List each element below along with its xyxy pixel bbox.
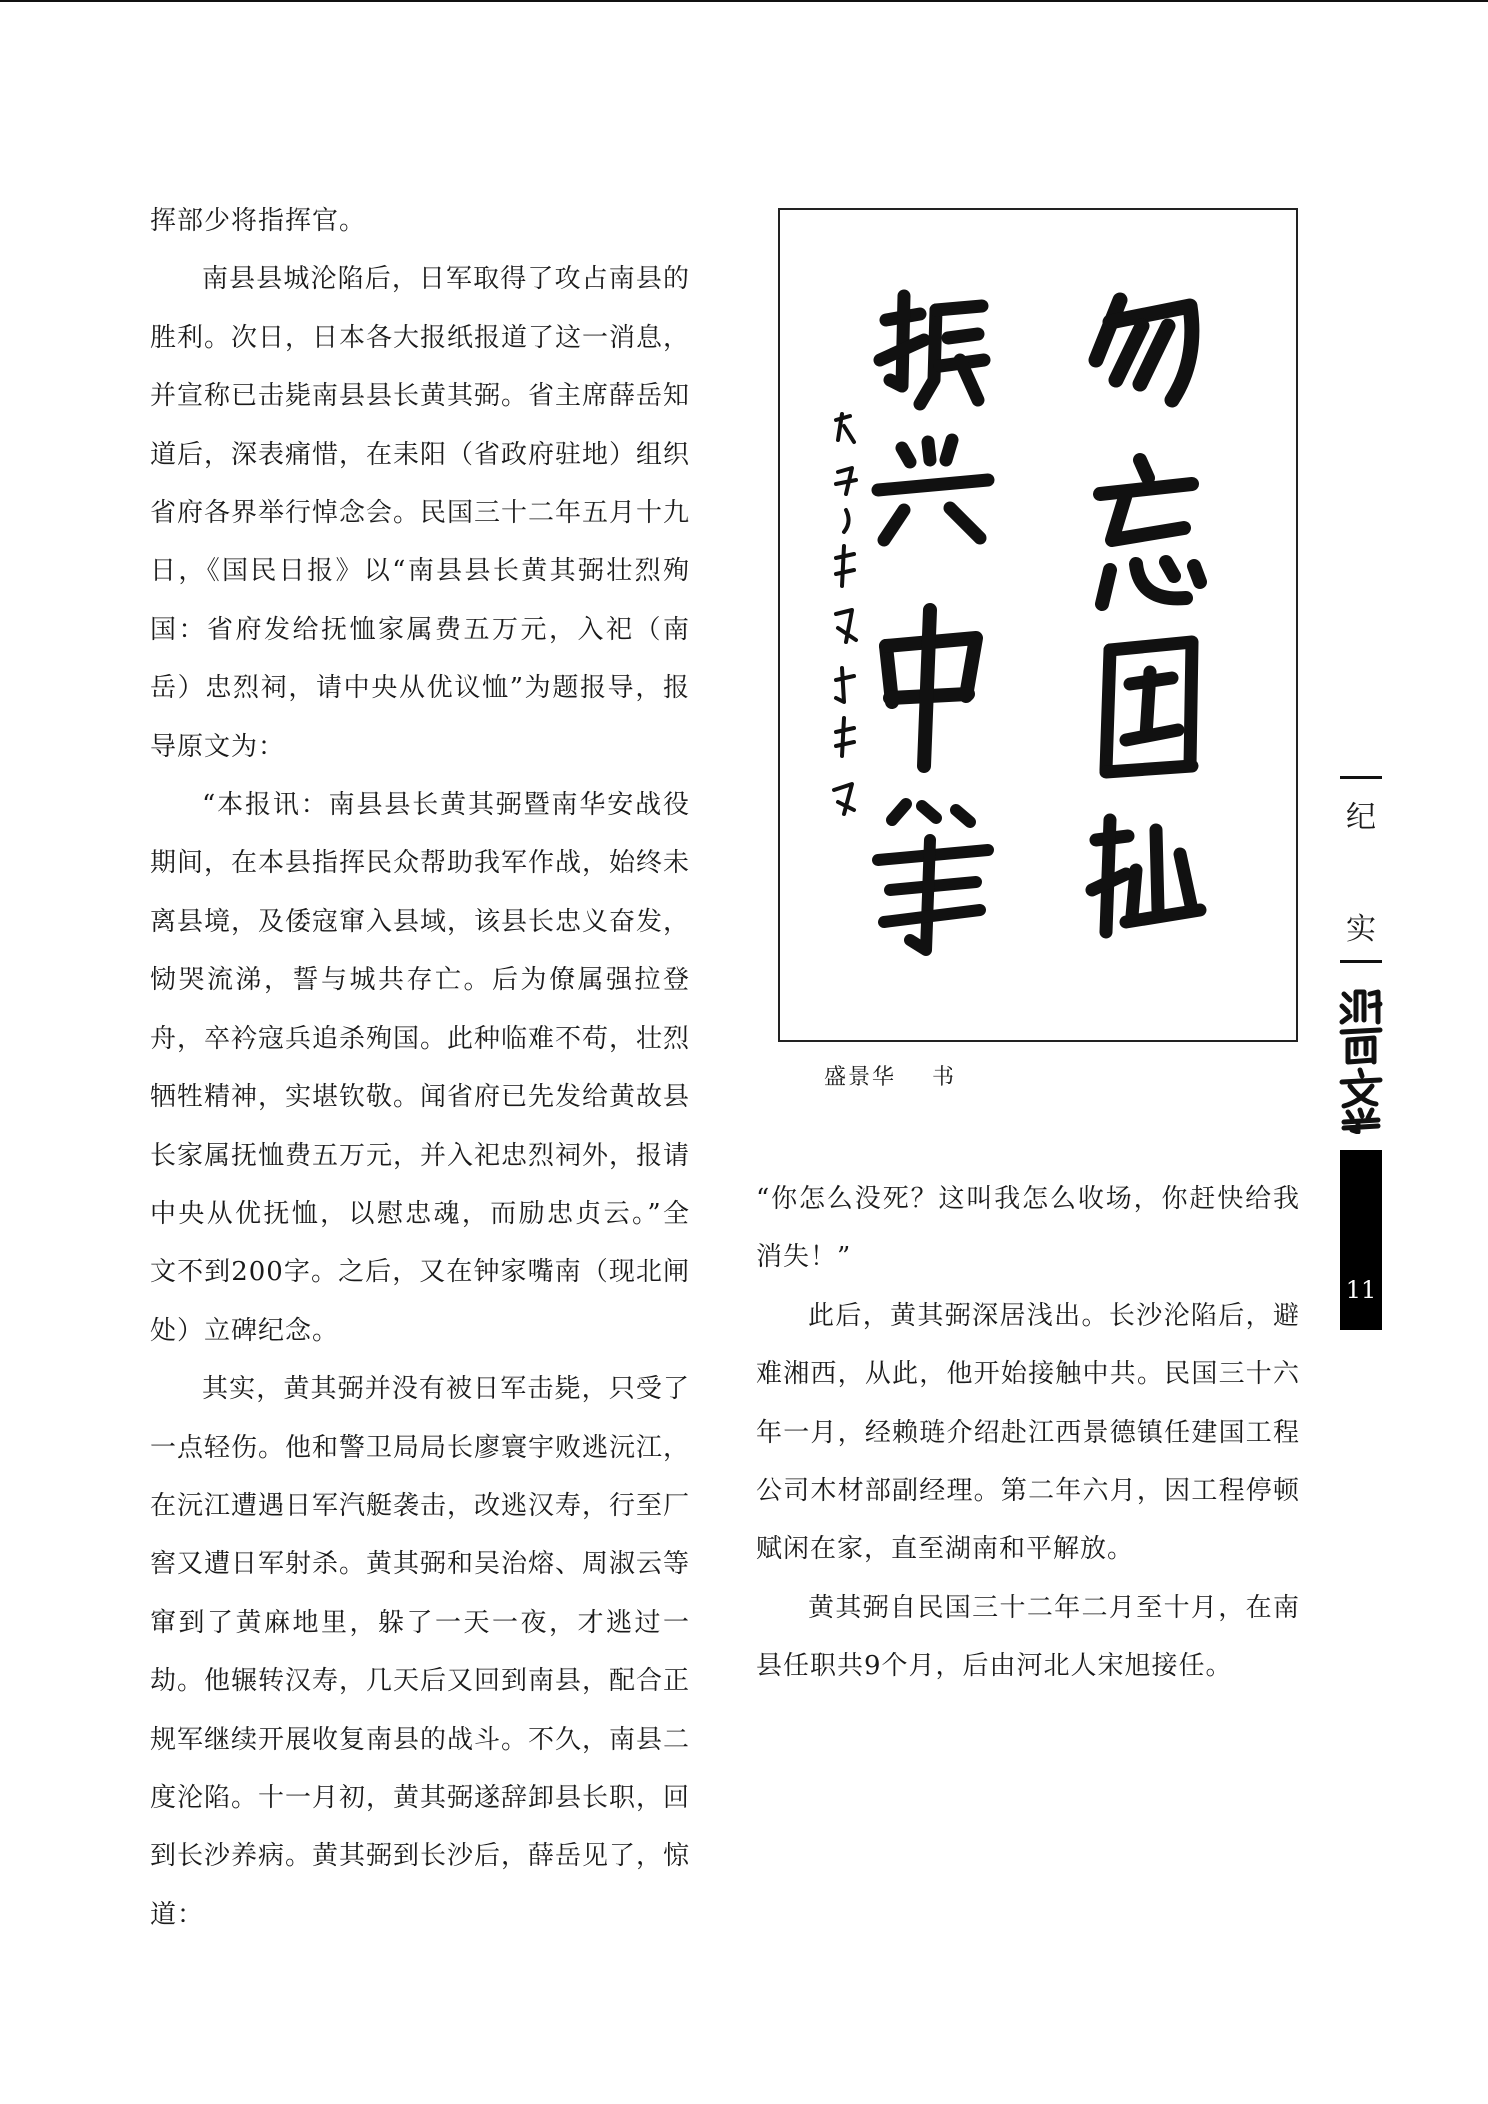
glyph-zhen bbox=[880, 296, 984, 404]
section-rule-top bbox=[1340, 776, 1382, 779]
journal-logo bbox=[1334, 986, 1388, 1134]
caption-suffix: 书 bbox=[932, 1065, 957, 1090]
paragraph: “本报讯：南县县长黄其弼暨南华安战役期间，在本县指挥民众帮助我军作战，始终未离县境，及倭寇窜入县域，该县长忠义奋发，恸哭流涕，誓与城共存亡。后为僚属强拉登舟，卒衿寇兵追杀殉国。此种临难不苟，壮烈牺牲精神，实堪钦敬。闻省府已先发给黄故县长家属抚恤费五万元，并入祀忠烈祠外，报请中央从优抚恤，以慰忠魂，而励忠贞云。”全文不到200字。之后，又在钟家嘴南（现北闸处）立碑纪念。 bbox=[150, 790, 691, 1346]
calligraphy-caption bbox=[824, 1060, 956, 1091]
calligraphy-artwork bbox=[778, 208, 1298, 1042]
caption-name: 盛景华 bbox=[824, 1065, 897, 1090]
paragraph: 南县县城沦陷后，日军取得了攻占南县的胜利。次日，日本各大报纸报道了这一消息，并宣称已击毙南县县长黄其弼。省主席薛岳知道后，深表痛惜，在耒阳（省政府驻地）组织省府各界举行悼念会。民国三十二年五月十九日，《国民日报》以“南县县长黄其弼壮烈殉国：省府发给抚恤家属费五万元，入祀（南岳）忠烈祠，请中央从优议恤”为题报导，报导原文为： bbox=[150, 264, 691, 762]
paragraph: 其实，黄其弼并没有被日军击毙，只受了一点轻伤。他和警卫局局长廖寰宇败逃沅江，在沅江遭遇日军汽艇袭击，改逃汉寿，行至厂窖又遭日军射杀。黄其弼和吴治熔、周淑云等窜到了黄麻地里，躲了一天一夜，才逃过一劫。他辗转汉寿，几天后又回到南县，配合正规军继续开展收复南县的战斗。不久，南县二度沦陷。十一月初，黄其弼遂辞卸县长职，回到长沙养病。黄其弼到长沙后，薛岳见了，惊道： bbox=[150, 1374, 691, 1930]
section-label-shi: 实 bbox=[1346, 912, 1376, 947]
glyph-guo bbox=[1106, 642, 1192, 772]
section-rule-bottom bbox=[1340, 960, 1382, 963]
inscription-strokes bbox=[834, 414, 856, 814]
right-text-column bbox=[756, 1170, 1300, 1696]
paragraph: 挥部少将指挥官。 bbox=[150, 206, 367, 236]
paragraph: 此后，黄其弼深居浅出。长沙沦陷后，避难湘西，从此，他开始接触中共。民国三十六年一月，经赖琏介绍赴江西景德镇任建国工程公司木材部副经理。第二年六月，因工程停顿赋闲在家，直至湖南和平解放。 bbox=[756, 1300, 1300, 1565]
glyph-zhong bbox=[886, 610, 976, 766]
section-label-ji: 纪 bbox=[1346, 800, 1376, 835]
paragraph: “你怎么没死？这叫我怎么收场，你赶快给我消失！” bbox=[756, 1184, 1300, 1273]
page-number: 11 bbox=[1345, 1276, 1377, 1304]
glyph-chi bbox=[1092, 820, 1200, 932]
left-text-column bbox=[150, 192, 690, 1944]
glyph-wu bbox=[1096, 300, 1192, 400]
page-number-tab bbox=[1340, 1150, 1382, 1330]
calligraphy-brush-strokes bbox=[780, 210, 1300, 1044]
glyph-xing bbox=[878, 440, 988, 540]
top-rule bbox=[0, 0, 1488, 2]
paragraph: 黄其弼自民国三十二年二月至十月，在南县任职共9个月，后由河北人宋旭接任。 bbox=[756, 1592, 1300, 1682]
glyph-wang bbox=[1100, 460, 1200, 604]
glyph-hua bbox=[878, 804, 988, 950]
